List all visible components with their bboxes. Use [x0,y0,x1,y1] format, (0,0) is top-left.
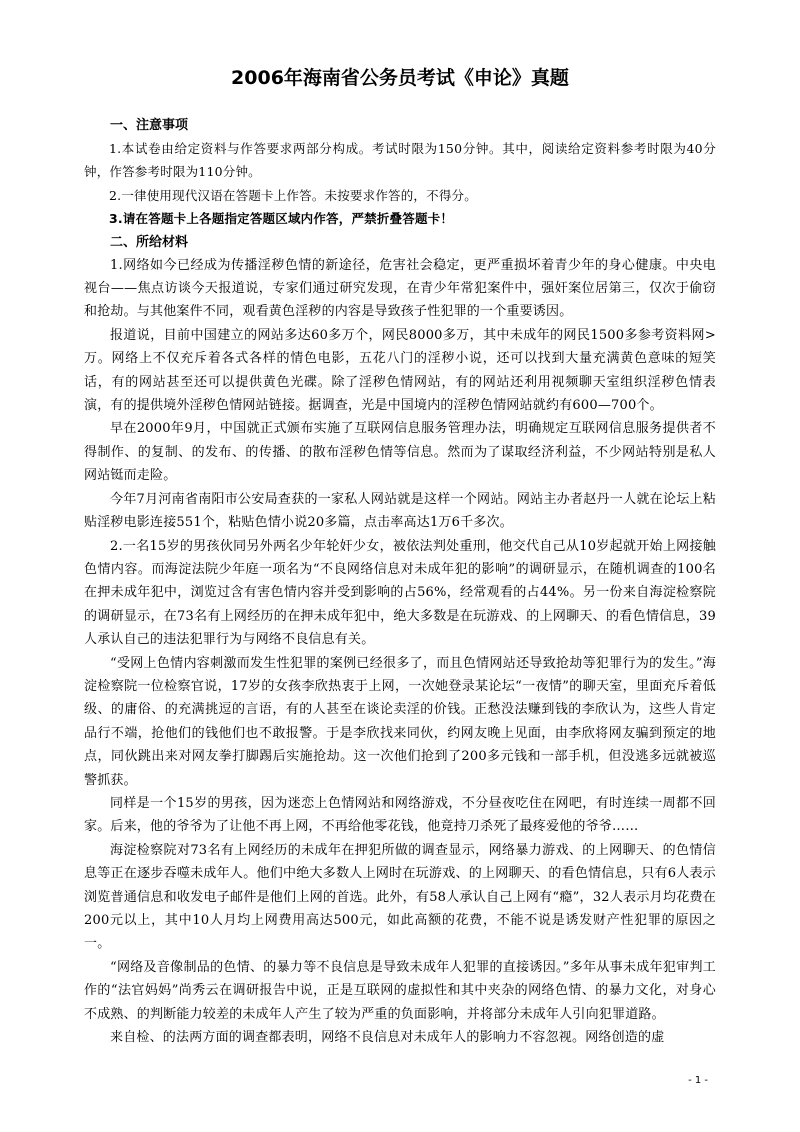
material-paragraph: 来自检、的法两方面的调查都表明，网络不良信息对未成年人的影响力不容忽视。网络创造的虚 [110,1030,665,1046]
material-paragraph: 同样是一个15岁的男孩，因为迷恋上色情网站和网络游戏，不分昼夜吃住在网吧，有时连续一周都不回家。后来，他的爷爷为了让他不再上网，不再给他零花钱，他竟持刀杀死了最疼爱他的爷爷…… [84,795,716,835]
materials-heading: 二、所给材料 [110,234,189,250]
material-paragraph: 早在2000年9月，中国就正式颁布实施了互联网信息服务管理办法，明确规定互联网信息服务提供者不得制作、的复制、的发布、的传播、的散布淫秽色情等信息。然而为了谋取经济利益，不少网站特别是私人网站铤而走险。 [84,421,716,484]
material-paragraph: 2.一名15岁的男孩伙同另外两名少年轮奸少女，被依法判处重刑，他交代自己从10岁起就开始上网接触色情内容。而海淀法院少年庭一项名为“不良网络信息对未成年犯的影响”的调研显示，在随机调查的100名在押未成年犯中，浏览过含有害色情内容并受到影响的占56%，经常观看的占44%。另一份来自海淀检察院的调研显示，在73名有上网经历的在押未成年犯中，绝大多数是在玩游戏、的上网聊天、的看色情信息，39人承认自己的违法犯罪行为与网络不良信息有关。 [84,538,716,648]
material-paragraph: 海淀检察院对73名有上网经历的未成年在押犯所做的调查显示，网络暴力游戏、的上网聊天、的色情信息等正在逐步吞噬未成年人。他们中绝大多数人上网时在玩游戏、的上网聊天、的看色情信息，只有6人表示浏览普通信息和收发电子邮件是他们上网的首选。此外，有58人承认自己上网有“瘾”，32人表示月均花费在200元以上，其中10人月均上网费用高达500元，如此高额的花费，不能不说是诱发财产性犯罪的原因之一。 [84,842,716,952]
note-item-2: 2.一律使用现代汉语在答题卡上作答。未按要求作答的，不得分。 [109,187,477,203]
material-paragraph: “网络及音像制品的色情、的暴力等不良信息是导致未成年人犯罪的直接诱因。”多年从事未成年犯审判工作的“法官妈妈”尚秀云在调研报告中说，正是互联网的虚拟性和其中夹杂的网络色情、的暴力文化，对身心不成熟、的判断能力较差的未成年人产生了较为严重的负面影响，并将部分未成年人引向犯罪道路。 [84,959,716,1022]
material-paragraph: 1.网络如今已经成为传播淫秽色情的新途径，危害社会稳定，更严重损坏着青少年的身心健康。中央电视台——焦点访谈今天报道说，专家们通过研究发现，在青少年常犯案件中，强奸案位居第三，仅次于偷窃和抢劫。与其他案件不同，观看黄色淫秽的内容是导致孩子性犯罪的一个重要诱因。 [84,257,716,320]
materials-section [84,231,716,1050]
material-paragraph: 报道说，目前中国建立的网站多达60多万个，网民8000多万，其中未成年的网民1500多参考资料网>万。网络上不仅充斥着各式各样的情色电影，五花八门的淫秽小说，还可以找到大量充满黄色意味的短笑话，有的网站甚至还可以提供黄色光碟。除了淫秽色情网站，有的网站还利用视频聊天室组织淫秽色情表演，有的提供境外淫秽色情网站链接。据调查，光是中国境内的淫秽色情网站就约有600—700个。 [84,327,716,414]
document-page [84,64,716,1049]
material-paragraph: 今年7月河南省南阳市公安局查获的一家私人网站就是这样一个网站。网站主办者赵丹一人就在论坛上粘贴淫秽电影连接551个，粘贴色情小说20多篇，点击率高达1万6千多次。 [84,491,716,531]
note-item-3: 3.请在答题卡上各题指定答题区域内作答，严禁折叠答题卡！ [109,211,454,227]
page-number: - 1 - [688,1075,708,1086]
note-item-1: 1.本试卷由给定资料与作答要求两部分构成。考试时限为150分钟。其中，阅读给定资料参考时限为40分钟，作答参考时限为110分钟。 [84,141,716,180]
page-title: 2006年海南省公务员考试《申论》真题 [231,67,569,89]
notes-heading: 一、注意事项 [110,118,189,133]
notes-section [84,114,716,231]
material-paragraph: “受网上色情内容刺激而发生性犯罪的案例已经很多了，而且色情网站还导致抢劫等犯罪行为的发生。”海淀检察院一位检察官说，17岁的女孩李欣热衷于上网，一次她登录某论坛“一夜情”的聊天室，里面充斥着低级、的庸俗、的充满挑逗的言语，有的人甚至在谈论卖淫的价钱。正愁没法赚到钱的李欣认为，这些人肯定品行不端，抢他们的钱他们也不敢报警。于是李欣找来同伙，约网友晚上见面，由李欣将网友骗到预定的地点，同伙跳出来对网友拳打脚踢后实施抢劫。这一次他们抢到了200多元钱和一部手机，但没逃多远就被巡警抓获。 [84,655,716,788]
